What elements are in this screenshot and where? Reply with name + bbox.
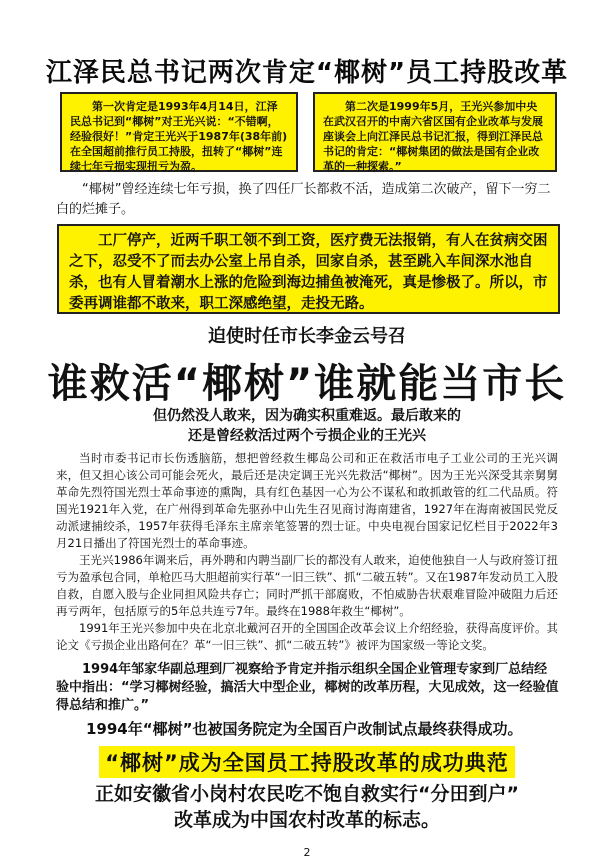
body-paragraph-1: 当时市委书记市长伤透脑筋，想把曾经救生椰岛公司和正在救活市电子工业公司的王光兴调来，但又担心该公司可能会死火，最后还是决定调王光兴先救活“椰树”。因为王光兴深受其亲舅舅革命先烈符国光烈士革命事迹的熏陶，具有红色基因一心为公不谋私和敢抓敢管的红二代品质。符国光1921年入党，在广州得到革命先驱孙中山先生召见商讨海南建省，1927年在海南被国民党反动派逮捕绞杀，1957年获得毛泽东主席亲笔签署的烈士证。中央电视台国家记忆栏目于2022年3月21日播出了符国光烈士的革命事迹。 [56, 451, 558, 550]
success-model-banner [0, 746, 614, 778]
subheading-wang-guangxing [0, 406, 614, 446]
body-paragraph-3: 1991年王光兴参加中央在北京北戴河召开的全国国企改革会议上介绍经验，获得高度评价。其论文《亏损企业出路何在？革“一旧三铁”、抓“二破五转”》被评为国家级一等论文奖。 [56, 621, 558, 652]
first-affirmation-box: 第一次肯定是1993年4月14日，江泽民总书记到“椰树”对王光兴说：“不错啊，经验很好！”肯定王光兴于1987年(38年前)在全国超前推行员工持股，扭转了“椰树”连续七年亏损实现扭亏为盈。 [60, 92, 298, 172]
vice-premier-paragraph: 1994年邹家华副总理到厂视察给予肯定并指示组织全国企业管理专家到厂总结经验中指出：“学习椰树经验，搞活大中型企业，椰树的改革历程，大见成效，这一经验值得总结和推广。” [56, 662, 559, 713]
hardship-box: 工厂停产，近两千职工领不到工资，医疗费无法报销，有人在贫病交困之下，忍受不了而去办公室上吊自杀，回家自杀，甚至跳入车间深水池自杀，也有人冒着潮水上涨的危险到海边捕鱼被淹死，真是惨极了。所以，市委再调谁都不敢来，职工深感绝望，走投无路。 [57, 224, 560, 314]
body-paragraph-2: 王光兴1986年调来后，再外聘和内聘当副厂长的都没有人敢来，迫使他独自一人与政府签订扭亏为盈承包合同，单枪匹马大胆超前实行革“一旧三铁”、抓“二破五转”。又在1987年发动员工入股自救，自愿入股与企业同担风险共存亡；同时严抓干部腐败，不怕威胁告状艰难冒险冲破阻力后还再亏两年，包括原亏的5年总共连亏7年。最终在1988年救生“椰树”。 [56, 553, 558, 618]
second-affirmation-box: 第二次是1999年5月，王光兴参加中央在武汉召开的中南六省区国有企业改革与发展座谈会上向江泽民总书记汇报，得到江泽民总书记的肯定：“椰树集团的做法是国有企业改革的一种探索。” [313, 92, 557, 172]
success-model-highlight: “椰树”成为全国员工持股改革的成功典范 [99, 746, 515, 778]
page-title: 江泽民总书记两次肯定“椰树”员工持股改革 [45, 58, 569, 88]
pilot-success-line: 1994年“椰树”也被国务院定为全国百户改制试点最终获得成功。 [86, 720, 523, 738]
main-headline: 谁救活“椰树”谁就能当市长 [47, 361, 567, 407]
closing-line-2: 改革成为中国农村改革的标志。 [173, 809, 440, 831]
intro-paragraph: “椰树”曾经连续七年亏损，换了四任厂长都救不活，造成第二次破产，留下一穷二白的烂摊子。 [56, 182, 551, 217]
subheading-mayor-call: 迫使时任市长李金云号召 [208, 326, 406, 347]
subheading-line-1: 但仍然没人敢来，因为确实积重难返。最后敢来的 [153, 408, 461, 424]
subheading-line-2: 还是曾经救活过两个亏损企业的王光兴 [188, 428, 426, 444]
page-number: 2 [303, 846, 311, 859]
closing-line-1: 正如安徽省小岗村农民吃不饱自救实行“分田到户” [95, 783, 519, 805]
